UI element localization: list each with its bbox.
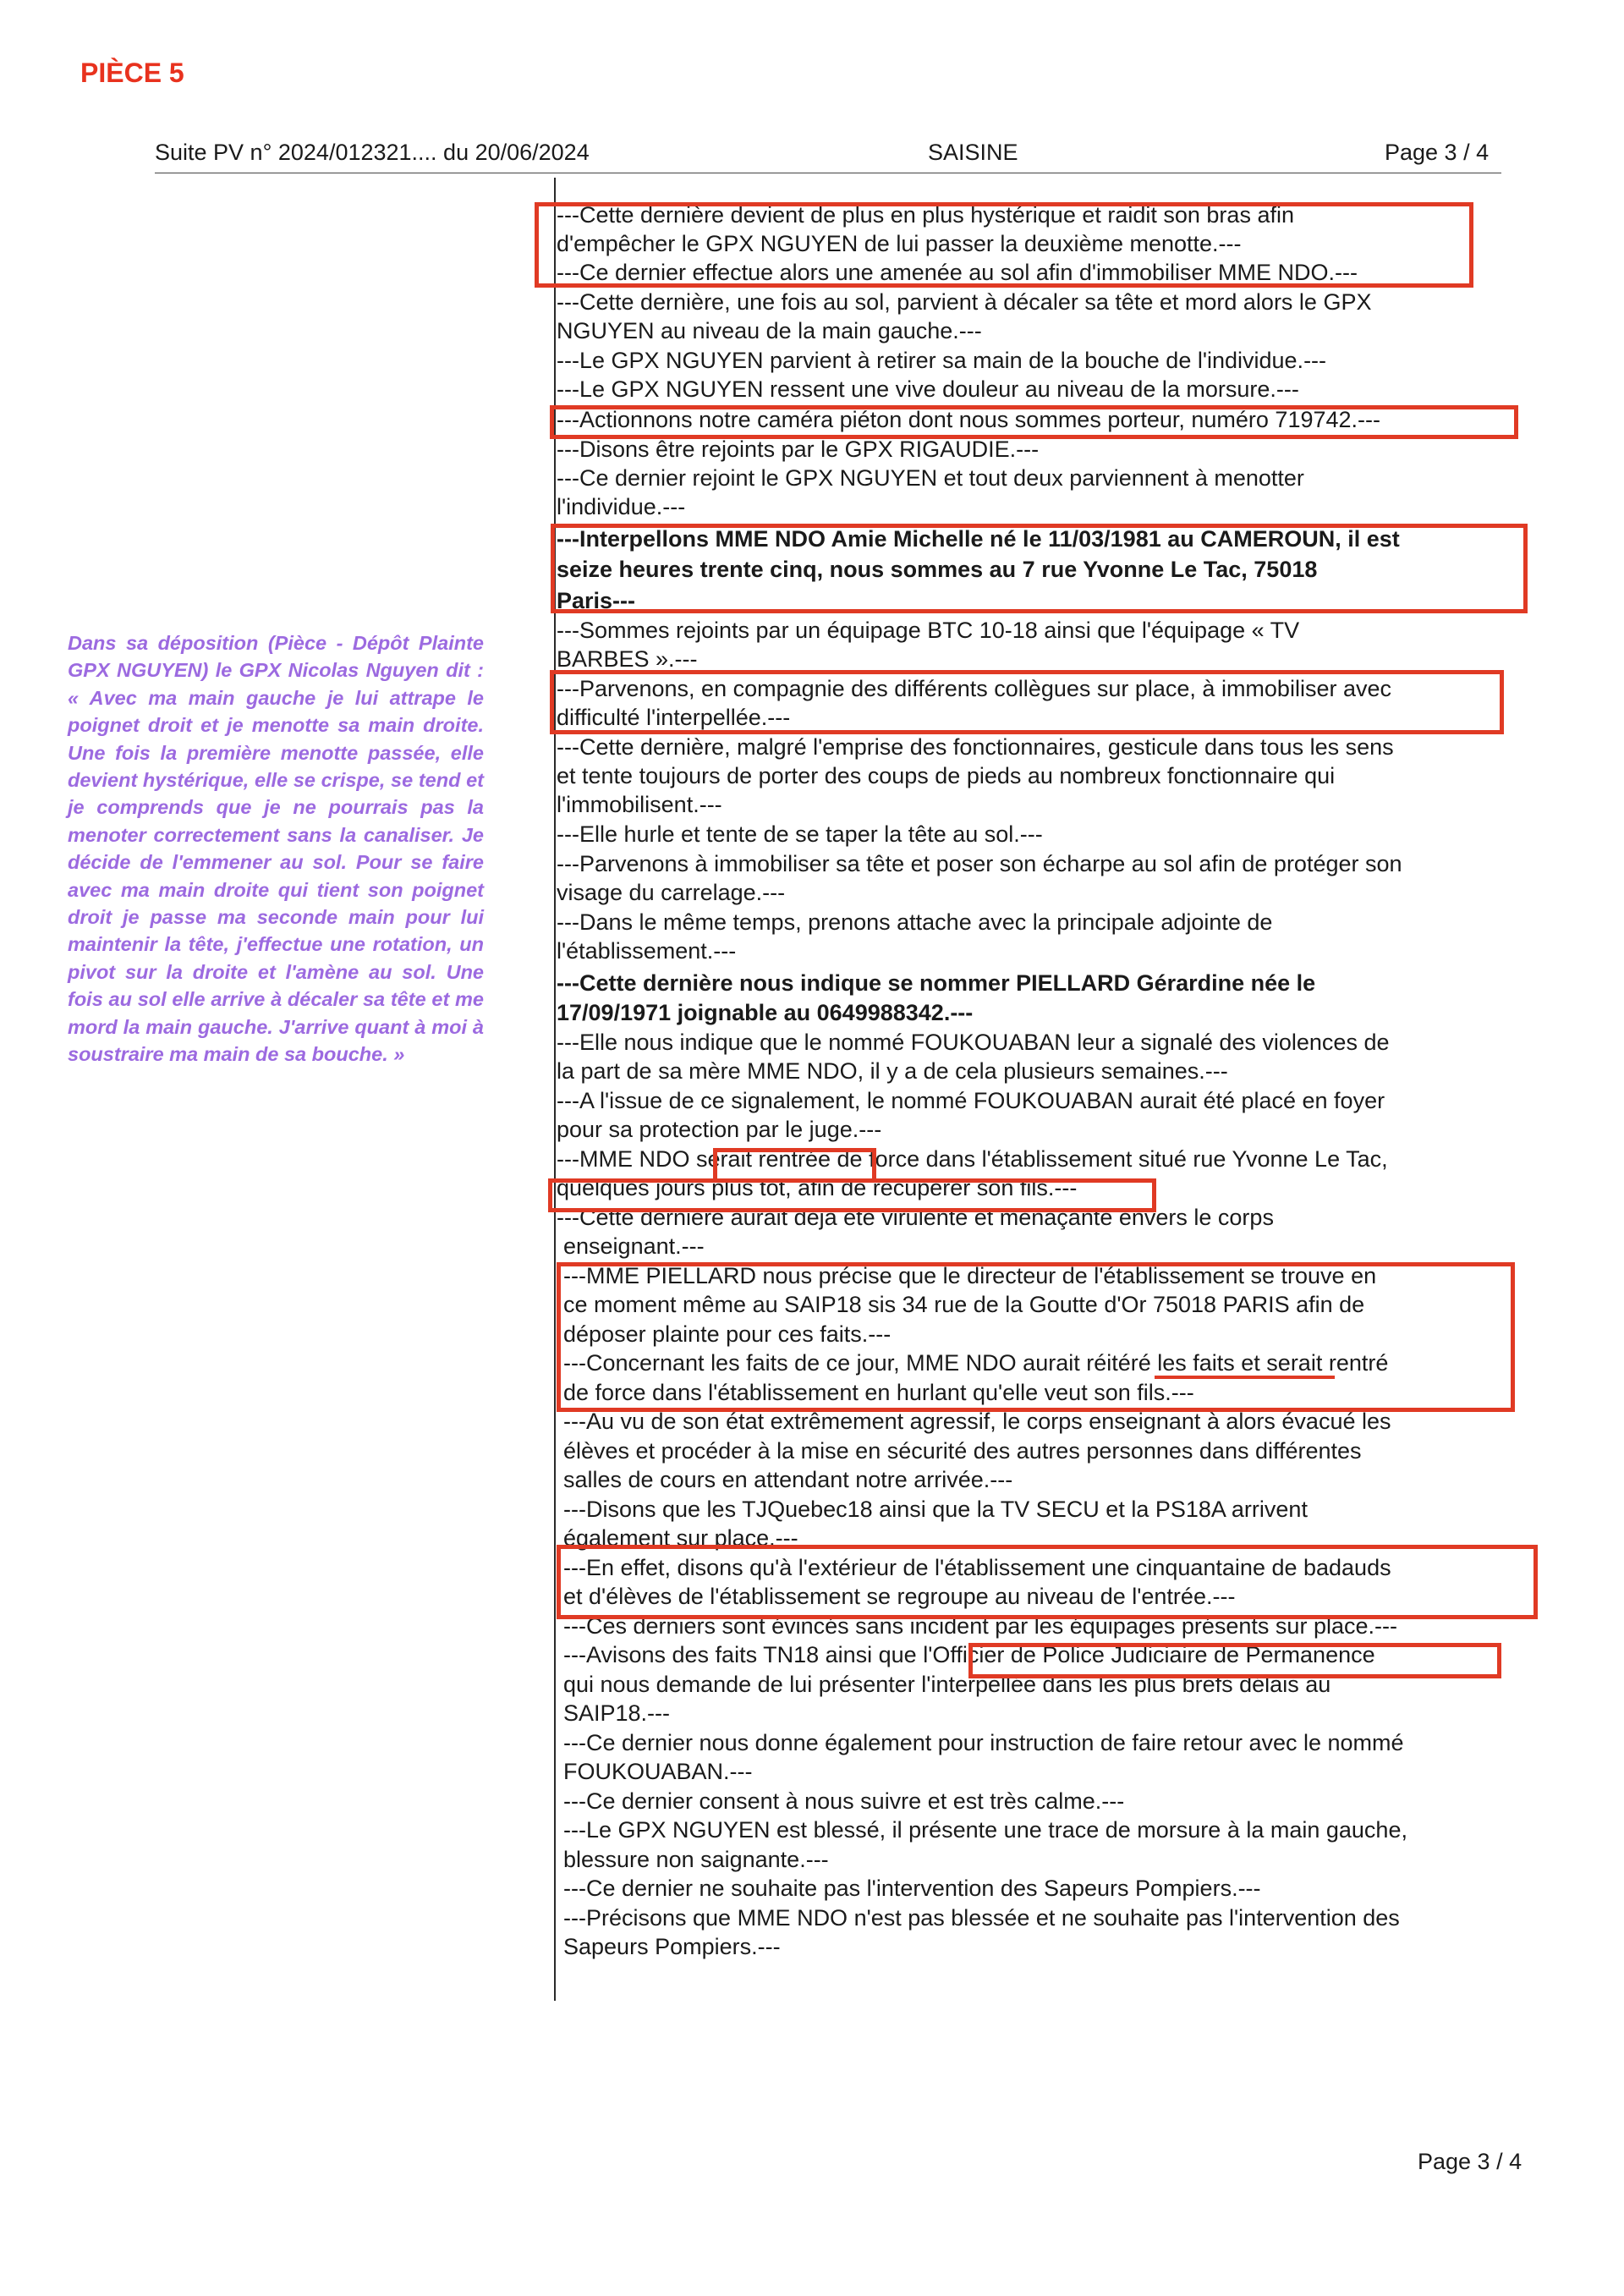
- margin-separator: [554, 178, 556, 2001]
- statement-line: salles de cours en attendant notre arrivée.---: [563, 1467, 1013, 1492]
- statement-line: ---Ce dernier nous donne également pour instruction de faire retour avec le nommé: [563, 1730, 1404, 1755]
- statement-line: ce moment même au SAIP18 sis 34 rue de la Goutte d'Or 75018 PARIS afin de: [563, 1292, 1365, 1317]
- highlight-box: [550, 670, 1504, 734]
- statement-line: ---Elle hurle et tente de se taper la tête au sol.---: [557, 821, 1043, 847]
- statement-line: ---Disons être rejoints par le GPX RIGAUDIE.---: [557, 437, 1040, 462]
- highlight-box: [968, 1643, 1501, 1678]
- side-annotation-text: Dans sa déposition (Pièce - Dépôt Plainte GPX NGUYEN) le GPX Nicolas Nguyen dit : « Avec ma main gauche je lui attrape le poignet droit et je menotte sa main droite. Une fois la première menotte passée, elle devient hystérique, elle se crispe, se tend et je comprends que je ne pourrais pas la menoter correctement sans la canaliser. Je décide de l'emmener au sol. Pour se faire avec ma main droite qui tient son poignet droit je passe ma seconde main pour lui maintenir la tête, j'effectue une rotation, un pivot sur la droite et l'amène au sol. Une fois au sol elle arrive à décaler sa tête et me mord la main gauche. J'arrive quant à moi à soustraire ma main de sa bouche. »: [68, 632, 484, 1066]
- statement-line: ---Le GPX NGUYEN est blessé, il présente une trace de morsure à la main gauche,: [563, 1817, 1407, 1843]
- highlight-box: [551, 524, 1528, 613]
- statement-line: ---A l'issue de ce signalement, le nommé FOUKOUABAN aurait été placé en foyer: [557, 1088, 1385, 1113]
- statement-line: enseignant.---: [563, 1233, 705, 1259]
- statement-line: ---MME PIELLARD nous précise que le directeur de l'établissement se trouve en: [563, 1263, 1377, 1288]
- statement-line: ---Disons que les TJQuebec18 ainsi que la TV SECU et la PS18A arrivent: [563, 1497, 1308, 1522]
- statement-line: l'établissement.---: [557, 938, 737, 964]
- statement-line: ---Le GPX NGUYEN parvient à retirer sa main de la bouche de l'individue.---: [557, 348, 1327, 373]
- statement-line: SAIP18.---: [563, 1700, 671, 1726]
- statement-line: ---Sommes rejoints par un équipage BTC 10-18 ainsi que l'équipage « TV: [557, 618, 1300, 643]
- statement-line: ---Ce dernier ne souhaite pas l'intervention des Sapeurs Pompiers.---: [563, 1876, 1261, 1901]
- statement-line: ---Précisons que MME NDO n'est pas blessée et ne souhaite pas l'intervention des: [563, 1905, 1400, 1931]
- statement-line: ---Ce dernier rejoint le GPX NGUYEN et tout deux parviennent à menotter: [557, 465, 1304, 491]
- statement-line: ---Ces derniers sont évincés sans incident par les équipages présents sur place.---: [563, 1613, 1397, 1639]
- statement-line: ---Le GPX NGUYEN ressent une vive douleur au niveau de la morsure.---: [557, 376, 1299, 402]
- statement-line: élèves et procéder à la mise en sécurité des autres personnes dans différentes: [563, 1438, 1362, 1464]
- statement-line: déposer plainte pour ces faits.---: [563, 1321, 892, 1347]
- statement-line: ---Interpellons MME NDO Amie Michelle né le 11/03/1981 au CAMEROUN, il est: [557, 526, 1400, 552]
- statement-line: ---Elle nous indique que le nommé FOUKOUABAN leur a signalé des violences de: [557, 1030, 1390, 1055]
- statement-line: BARBES ».---: [557, 646, 698, 672]
- statement-line: ---Cette dernière, malgré l'emprise des fonctionnaires, gesticule dans tous les sens: [557, 734, 1394, 760]
- statement-line: 17/09/1971 joignable au 0649988342.---: [557, 1000, 974, 1025]
- highlight-underline: [1155, 1376, 1335, 1379]
- highlight-box: [535, 202, 1473, 288]
- statement-line: Paris---: [557, 588, 636, 613]
- statement-line: ---Cette dernière aurait déjà été virulente et menaçante envers le corps: [557, 1205, 1274, 1230]
- statement-line: ---MME NDO serait rentrée de force dans l'établissement situé rue Yvonne Le Tac,: [557, 1146, 1388, 1172]
- statement-line: ---Parvenons, en compagnie des différents collègues sur place, à immobiliser avec: [557, 676, 1391, 701]
- statement-line: Sapeurs Pompiers.---: [563, 1934, 781, 1959]
- footer-page-number: Page 3 / 4: [1418, 2149, 1522, 2174]
- statement-line: ---Ce dernier consent à nous suivre et est très calme.---: [563, 1788, 1125, 1814]
- statement-line: ---Concernant les faits de ce jour, MME NDO aurait réitéré les faits et serait rentré: [563, 1350, 1389, 1376]
- statement-line: et d'élèves de l'établissement se regroupe au niveau de l'entrée.---: [563, 1584, 1236, 1609]
- statement-line: l'immobilisent.---: [557, 792, 722, 817]
- statement-line: ---Actionnons notre caméra piéton dont nous sommes porteur, numéro 719742.---: [557, 407, 1381, 432]
- statement-line: également sur place.---: [563, 1525, 798, 1551]
- statement-line: ---Cette dernière devient de plus en plus hystérique et raidit son bras afin: [557, 202, 1294, 228]
- statement-line: ---Dans le même temps, prenons attache avec la principale adjointe de: [557, 909, 1273, 935]
- statement-line: visage du carrelage.---: [557, 880, 786, 905]
- statement-line: ---En effet, disons qu'à l'extérieur de l'établissement une cinquantaine de badauds: [563, 1555, 1391, 1580]
- piece-label: PIÈCE 5: [80, 58, 184, 88]
- statement-line: FOUKOUABAN.---: [563, 1759, 753, 1784]
- statement-line: la part de sa mère MME NDO, il y a de cela plusieurs semaines.---: [557, 1058, 1228, 1084]
- highlight-box: [557, 1545, 1538, 1619]
- statement-line: d'empêcher le GPX NGUYEN de lui passer la deuxième menotte.---: [557, 231, 1242, 256]
- statement-line: seize heures trente cinq, nous sommes au 7 rue Yvonne Le Tac, 75018: [557, 557, 1318, 582]
- statement-line: ---Cette dernière, une fois au sol, parvient à décaler sa tête et mord alors le GPX: [557, 289, 1372, 315]
- statement-line: et tente toujours de porter des coups de pieds au nombreux fonctionnaire qui: [557, 763, 1336, 788]
- statement-line: ---Ce dernier effectue alors une amenée au sol afin d'immobiliser MME NDO.---: [557, 260, 1358, 285]
- statement-line: l'individue.---: [557, 494, 686, 519]
- highlight-box: [557, 1262, 1515, 1412]
- side-annotation: [68, 629, 484, 1068]
- statement-line: pour sa protection par le juge.---: [557, 1117, 882, 1142]
- statement-line: qui nous demande de lui présenter l'interpellée dans les plus brefs délais au: [563, 1672, 1331, 1697]
- statement-line: difficulté l'interpellée.---: [557, 705, 791, 730]
- header-page-number: Page 3 / 4: [1385, 140, 1490, 165]
- highlight-box: [548, 1178, 1156, 1212]
- statement-line: ---Au vu de son état extrêmement agressif, le corps enseignant à alors évacué les: [563, 1409, 1391, 1434]
- statement-line: blessure non saignante.---: [563, 1847, 829, 1872]
- highlight-box: [550, 405, 1518, 439]
- statement-line: ---Cette dernière nous indique se nommer PIELLARD Gérardine née le: [557, 970, 1316, 996]
- statement-line: NGUYEN au niveau de la main gauche.---: [557, 318, 982, 343]
- highlight-box: [713, 1148, 876, 1183]
- pv-reference: Suite PV n° 2024/012321.... du 20/06/2024: [155, 140, 590, 165]
- document-type: SAISINE: [928, 140, 1018, 165]
- statement-line: de force dans l'établissement en hurlant qu'elle veut son fils.---: [563, 1380, 1194, 1405]
- statement-line: ---Parvenons à immobiliser sa tête et poser son écharpe au sol afin de protéger son: [557, 851, 1402, 876]
- statement-line: ---Avisons des faits TN18 ainsi que l'Officier de Police Judiciaire de Permanence: [563, 1642, 1375, 1667]
- statement-line: quelques jours plus tôt, afin de récupérer son fils.---: [557, 1175, 1078, 1200]
